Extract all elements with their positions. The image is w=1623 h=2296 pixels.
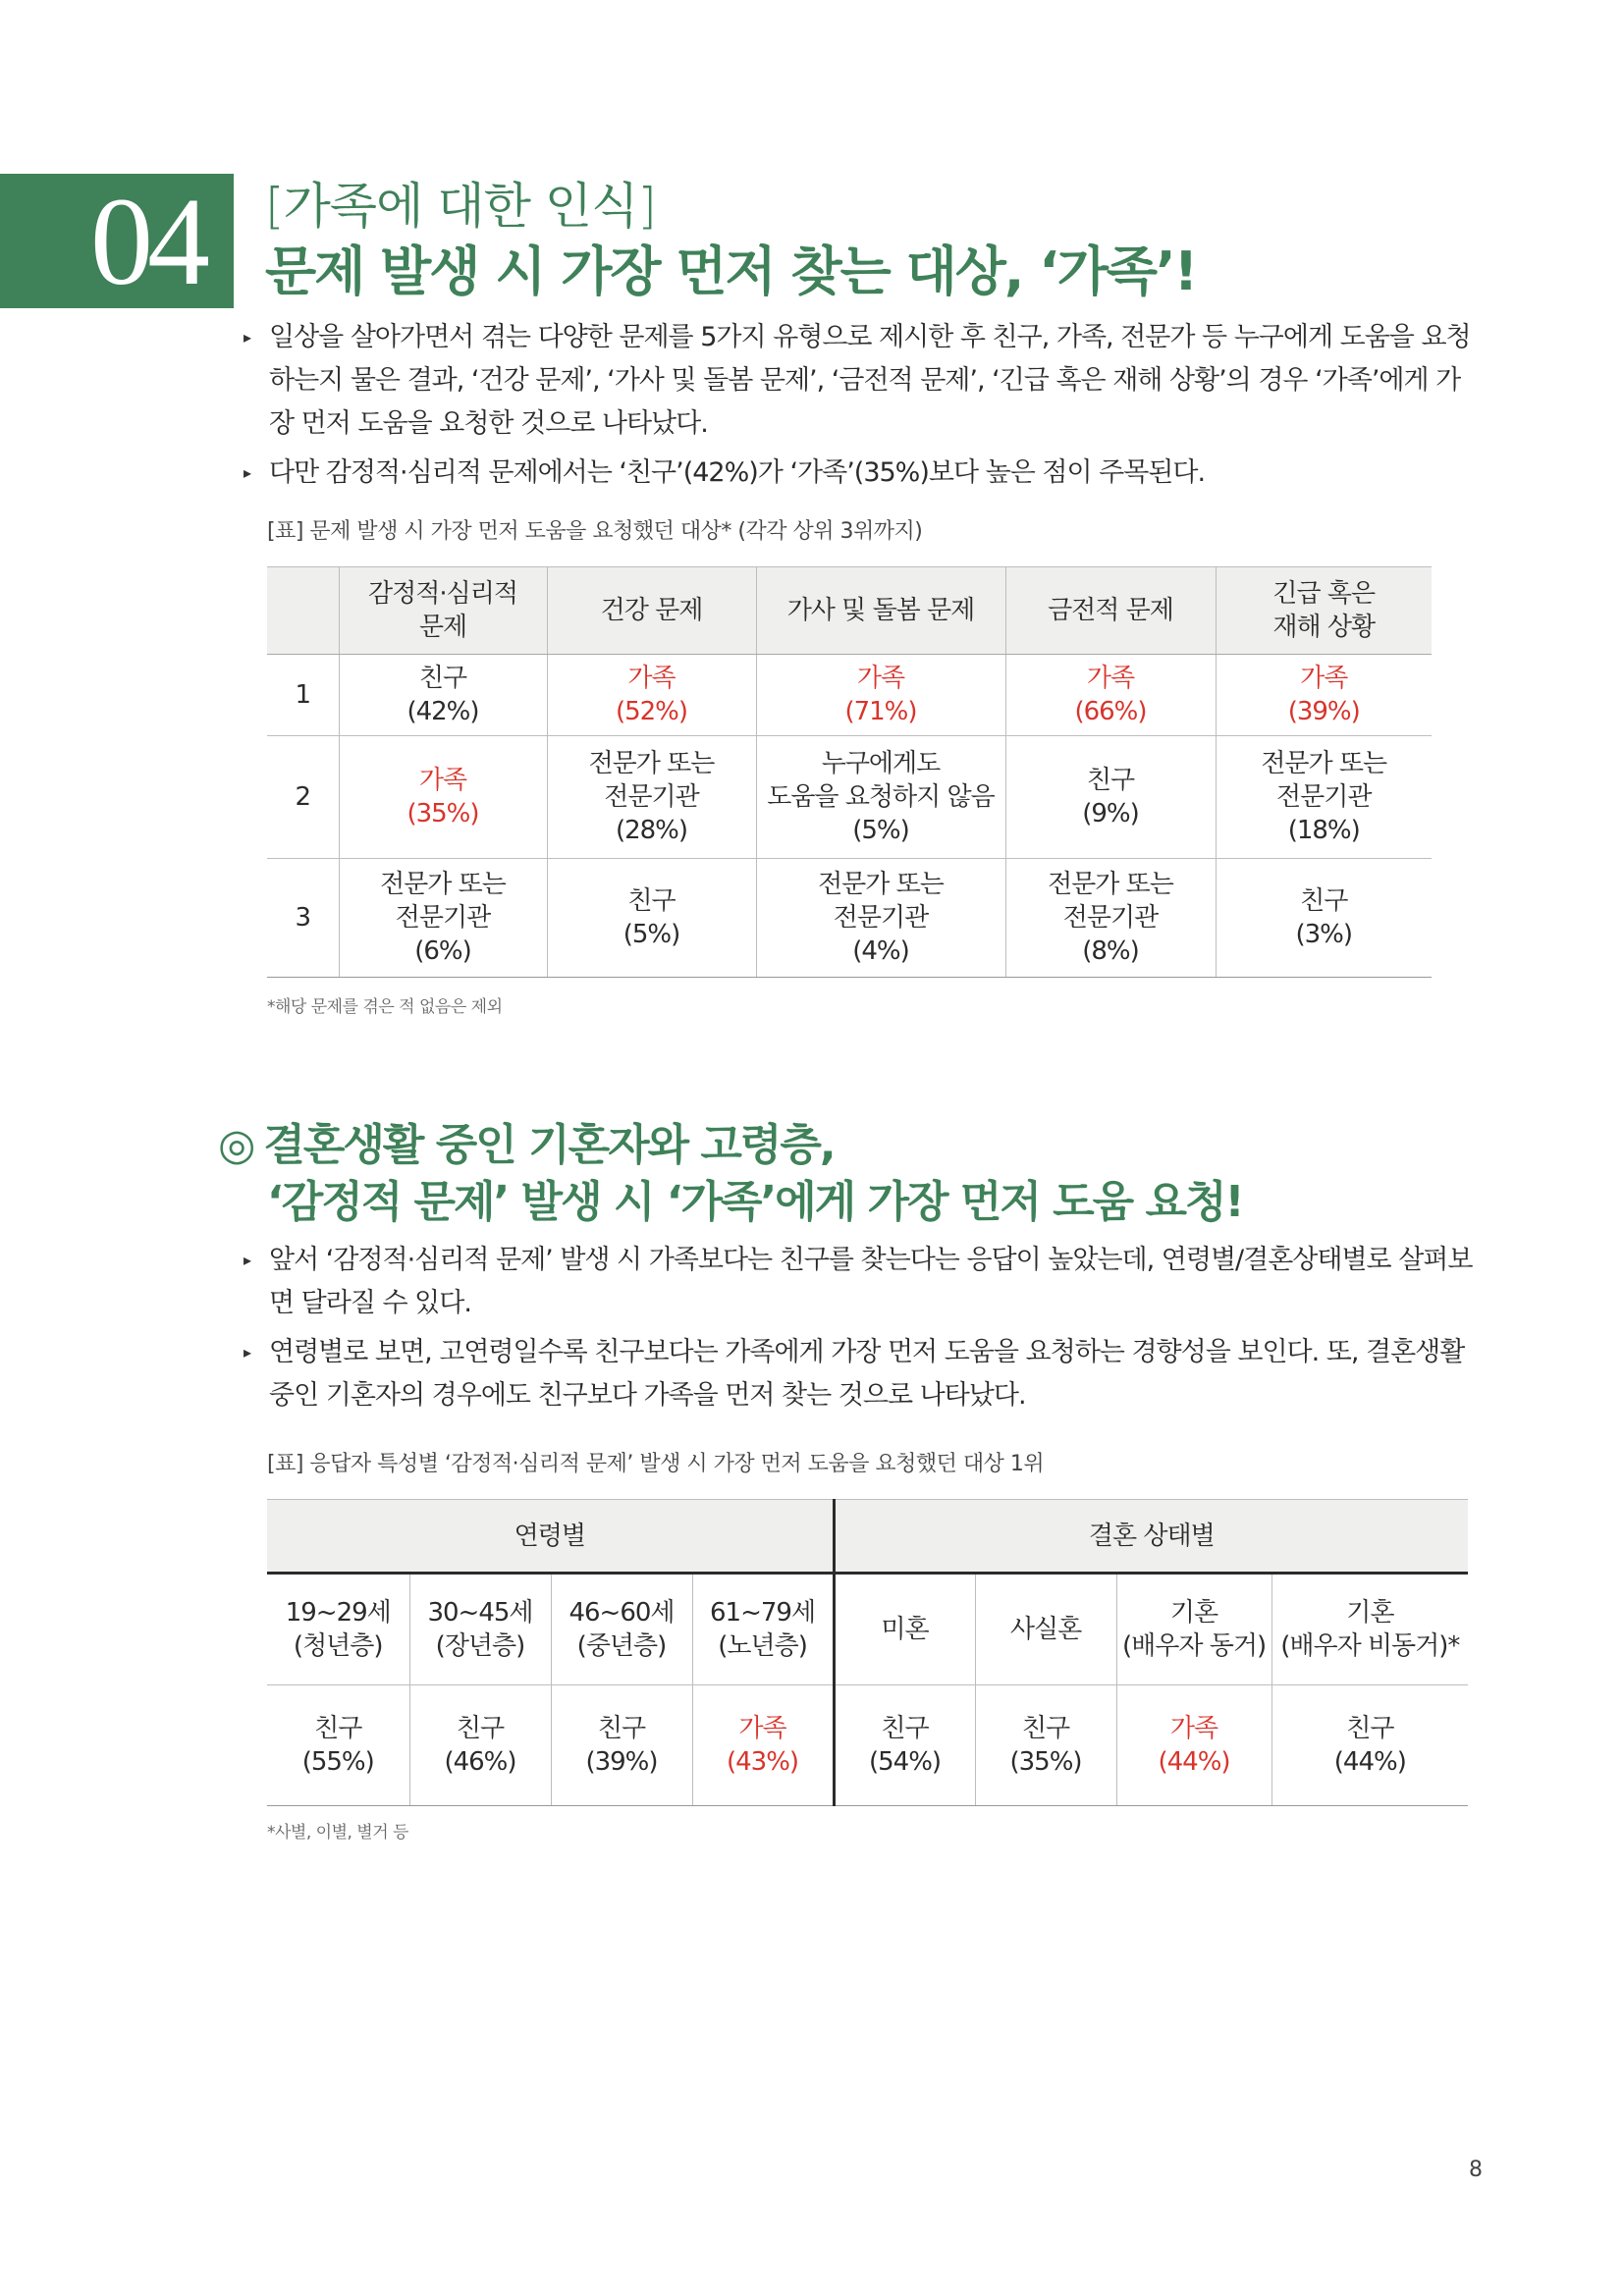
- table-cell: 가족 (44%): [1116, 1685, 1271, 1806]
- bullet-arrow-icon: ▸: [243, 463, 251, 482]
- table2-column-header: 30~45세 (장년층): [409, 1574, 551, 1685]
- bullet-text: 앞서 ‘감정적·심리적 문제’ 발생 시 가족보다는 친구를 찾는다는 응답이 높았는데, 연령별/결혼상태별로 살펴보면 달라질 수 있다.: [269, 1245, 1473, 1318]
- table-cell: 친구 (5%): [547, 859, 756, 978]
- subheading-line2: ‘감정적 문제’ 발생 시 ‘가족’에게 가장 먼저 도움 요청!: [267, 1177, 1243, 1227]
- bullet-item: [243, 1331, 1481, 1417]
- bullet-item: [243, 1239, 1481, 1325]
- table1: [267, 566, 1432, 978]
- table2-column-header: 19~29세 (청년층): [267, 1574, 409, 1685]
- table2-column-row: [267, 1574, 1468, 1685]
- bullets-bottom: [243, 1239, 1481, 1423]
- table2-column-header: 46~60세 (중년층): [551, 1574, 692, 1685]
- table-cell: 친구 (54%): [834, 1685, 975, 1806]
- table2-caption: [표] 응답자 특성별 ‘감정적·심리적 문제’ 발생 시 가장 먼저 도움을 요청했던 대상 1위: [267, 1452, 1045, 1476]
- table-cell: 친구 (55%): [267, 1685, 409, 1806]
- bullet-item: [243, 316, 1481, 446]
- table-cell: 가족 (52%): [547, 655, 756, 736]
- table-cell: 가족 (39%): [1216, 655, 1432, 736]
- table-cell: 가족 (66%): [1005, 655, 1216, 736]
- bullet-text: 연령별로 보면, 고연령일수록 친구보다는 가족에게 가장 먼저 도움을 요청하는 경향성을 보인다. 또, 결혼생활 중인 기혼자의 경우에도 친구보다 가족을 먼저 찾는 것으로 나타났다.: [269, 1337, 1465, 1411]
- table-cell: 가족 (71%): [756, 655, 1005, 736]
- rank-cell: 1: [267, 655, 339, 736]
- bullet-arrow-icon: ▸: [243, 1251, 251, 1269]
- table2-value-row: [267, 1685, 1468, 1806]
- table-cell: 누구에게도 도움을 요청하지 않음 (5%): [756, 736, 1005, 859]
- section-title: 문제 발생 시 가장 먼저 찾는 대상, ‘가족’!: [265, 240, 1197, 302]
- table1-column-header: 감정적·심리적 문제: [339, 567, 547, 655]
- subheading-line1: 결혼생활 중인 기혼자와 고령층,: [263, 1120, 835, 1170]
- table1-column-header: 건강 문제: [547, 567, 756, 655]
- table1-caption: [표] 문제 발생 시 가장 먼저 도움을 요청했던 대상* (각각 상위 3위까지): [267, 519, 923, 544]
- table-cell: 전문가 또는 전문기관 (28%): [547, 736, 756, 859]
- table1-header-row: [267, 567, 1432, 655]
- section-label: [가족에 대한 인식]: [265, 178, 656, 235]
- page-number: 8: [1469, 2158, 1483, 2182]
- group-header-marriage: 결혼 상태별: [834, 1500, 1468, 1574]
- bullet-text: 일상을 살아가면서 겪는 다양한 문제를 5가지 유형으로 제시한 후 친구, 가족, 전문가 등 누구에게 도움을 요청하는지 물은 결과, ‘건강 문제’, ‘가사 및 돌봄 문제’, ‘금전적 문제’, ‘긴급 혹은 재해 상황’의 경우 ‘가족’에게 가장 먼저 도움을 요청한 것으로 나타났다.: [269, 322, 1471, 439]
- table-row: [267, 736, 1432, 859]
- table1-corner-cell: [267, 567, 339, 655]
- bullets-top: [243, 316, 1481, 501]
- bullet-arrow-icon: ▸: [243, 328, 251, 347]
- table-cell: 전문가 또는 전문기관 (8%): [1005, 859, 1216, 978]
- table-cell: 친구 (39%): [551, 1685, 692, 1806]
- table1-column-header: 긴급 혹은 재해 상황: [1216, 567, 1432, 655]
- table2-group-row: [267, 1500, 1468, 1574]
- table-cell: 전문가 또는 전문기관 (6%): [339, 859, 547, 978]
- table-cell: 친구 (9%): [1005, 736, 1216, 859]
- table2-column-header: 기혼 (배우자 동거): [1116, 1574, 1271, 1685]
- section-number: 04: [90, 172, 204, 311]
- subheading: [218, 1117, 1243, 1231]
- table2-note: *사별, 이별, 별거 등: [267, 1823, 408, 1842]
- table-cell: 친구 (3%): [1216, 859, 1432, 978]
- table2-column-header: 기혼 (배우자 비동거)*: [1271, 1574, 1468, 1685]
- table-cell: 친구 (44%): [1271, 1685, 1468, 1806]
- table-cell: 친구 (42%): [339, 655, 547, 736]
- table-row: [267, 859, 1432, 978]
- bullet-text: 다만 감정적·심리적 문제에서는 ‘친구’(42%)가 ‘가족’(35%)보다 높은 점이 주목된다.: [269, 457, 1206, 488]
- table2: [267, 1499, 1468, 1806]
- table2-column-header: 미혼: [834, 1574, 975, 1685]
- table1-note: *해당 문제를 겪은 적 없음은 제외: [267, 997, 503, 1017]
- double-circle-icon: ◎: [218, 1120, 254, 1170]
- table-cell: 가족 (35%): [339, 736, 547, 859]
- bullet-item: [243, 452, 1481, 495]
- table-row: [267, 655, 1432, 736]
- table1-column-header: 금전적 문제: [1005, 567, 1216, 655]
- bullet-arrow-icon: ▸: [243, 1343, 251, 1362]
- rank-cell: 2: [267, 736, 339, 859]
- table1-column-header: 가사 및 돌봄 문제: [756, 567, 1005, 655]
- table-cell: 친구 (46%): [409, 1685, 551, 1806]
- table-cell: 전문가 또는 전문기관 (4%): [756, 859, 1005, 978]
- table-cell: 가족 (43%): [692, 1685, 834, 1806]
- table2-column-header: 61~79세 (노년층): [692, 1574, 834, 1685]
- group-header-age: 연령별: [267, 1500, 834, 1574]
- table-cell: 친구 (35%): [975, 1685, 1116, 1806]
- table-cell: 전문가 또는 전문기관 (18%): [1216, 736, 1432, 859]
- rank-cell: 3: [267, 859, 339, 978]
- table2-column-header: 사실혼: [975, 1574, 1116, 1685]
